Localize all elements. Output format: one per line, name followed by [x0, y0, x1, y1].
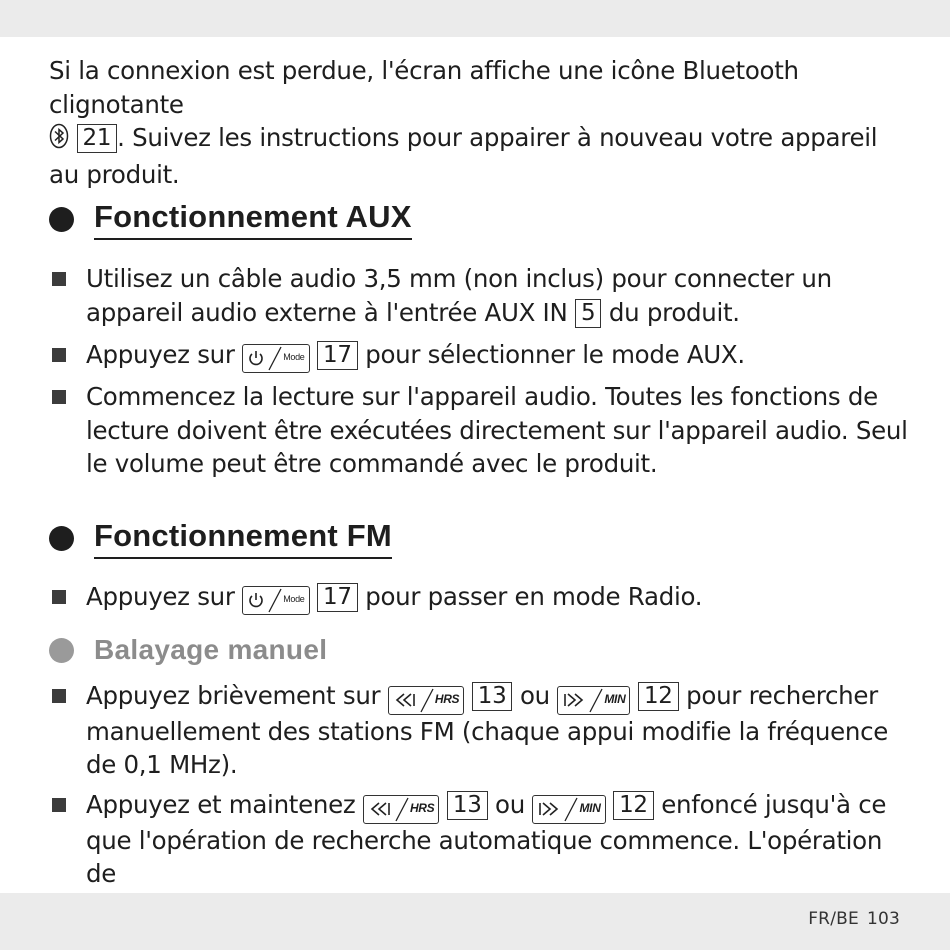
power-mode-button-icon	[242, 586, 309, 615]
square-bullet-icon	[52, 272, 66, 286]
manual-b2-text-2: enfoncé jusqu'à ce que l'opération de recherche automatique commence. L'opération de	[86, 790, 887, 888]
square-bullet-icon	[52, 390, 66, 404]
manual-bullet-1	[52, 679, 912, 782]
page-footer	[808, 909, 900, 929]
aux-b2-text-1: Appuyez sur	[86, 340, 235, 369]
square-bullet-icon	[52, 590, 66, 604]
ref-12: 12	[613, 791, 654, 820]
heading-aux	[49, 199, 412, 240]
intro-text-1: Si la connexion est perdue, l'écran affiche une icône Bluetooth clignotante	[49, 56, 799, 119]
ref-13: 13	[472, 682, 513, 711]
aux-bullet-1	[52, 262, 912, 329]
or-text: ou	[519, 681, 550, 710]
aux-bullet-2	[52, 338, 912, 373]
heading-fm-title: Fonctionnement FM	[94, 518, 392, 559]
heading-manual-title: Balayage manuel	[94, 634, 328, 665]
fm-b1-text-2: pour passer en mode Radio.	[365, 582, 703, 611]
manual-b1-text-1: Appuyez brièvement sur	[86, 681, 381, 710]
forward-min-button-icon	[532, 795, 605, 824]
heading-fm	[49, 518, 392, 559]
hrs-label: HRS	[434, 692, 460, 707]
intro-paragraph	[49, 54, 909, 191]
heading-bullet-icon	[49, 207, 74, 232]
power-mode-button-icon	[242, 344, 309, 373]
fm-bullet-1	[52, 580, 912, 615]
subheading-bullet-icon	[49, 638, 74, 663]
or-text: ou	[495, 790, 525, 819]
heading-bullet-icon	[49, 526, 74, 551]
ref-21: 21	[77, 124, 118, 153]
square-bullet-icon	[52, 798, 66, 812]
rewind-hrs-button-icon	[388, 686, 464, 715]
manual-b2-text-1: Appuyez et maintenez	[86, 790, 356, 819]
ref-5: 5	[575, 299, 601, 328]
page-number: 103	[866, 909, 900, 929]
square-bullet-icon	[52, 348, 66, 362]
heading-manual-scan	[49, 634, 327, 666]
min-label: MIN	[579, 801, 601, 816]
square-bullet-icon	[52, 689, 66, 703]
mode-label: Mode	[283, 352, 305, 363]
aux-b1-text-2: du produit.	[608, 297, 740, 327]
heading-aux-title: Fonctionnement AUX	[94, 199, 412, 240]
aux-b1-text-1: Utilisez un câble audio 3,5 mm (non inclus) pour connecter un appareil audio externe à l'entrée AUX IN	[86, 264, 832, 327]
bluetooth-icon	[49, 123, 69, 158]
ref-12: 12	[638, 682, 679, 711]
rewind-hrs-button-icon	[363, 795, 439, 824]
manual-bullet-2	[52, 788, 912, 891]
ref-17: 17	[317, 583, 358, 612]
aux-bullet-3	[52, 380, 912, 481]
ref-17: 17	[317, 341, 358, 370]
hrs-label: HRS	[409, 801, 435, 816]
aux-b2-text-2: pour sélectionner le mode AUX.	[365, 340, 745, 369]
ref-13: 13	[447, 791, 488, 820]
aux-b3-text: Commencez la lecture sur l'appareil audio. Toutes les fonctions de lecture doivent être exécutées directement sur l'appareil audio. Seul le volume peut être commandé avec le produit.	[86, 382, 908, 478]
mode-label: Mode	[283, 594, 305, 605]
top-band	[0, 0, 950, 37]
min-label: MIN	[604, 692, 626, 707]
intro-text-2: . Suivez les instructions pour appairer à nouveau votre appareil au produit.	[49, 123, 878, 189]
fm-b1-text-1: Appuyez sur	[86, 582, 235, 611]
manual-b1-text-2: pour rechercher manuellement des stations FM (chaque appui modifie la fréquence de 0,1 MHz).	[86, 681, 889, 779]
forward-min-button-icon	[557, 686, 630, 715]
footer-language: FR/BE	[808, 909, 859, 929]
